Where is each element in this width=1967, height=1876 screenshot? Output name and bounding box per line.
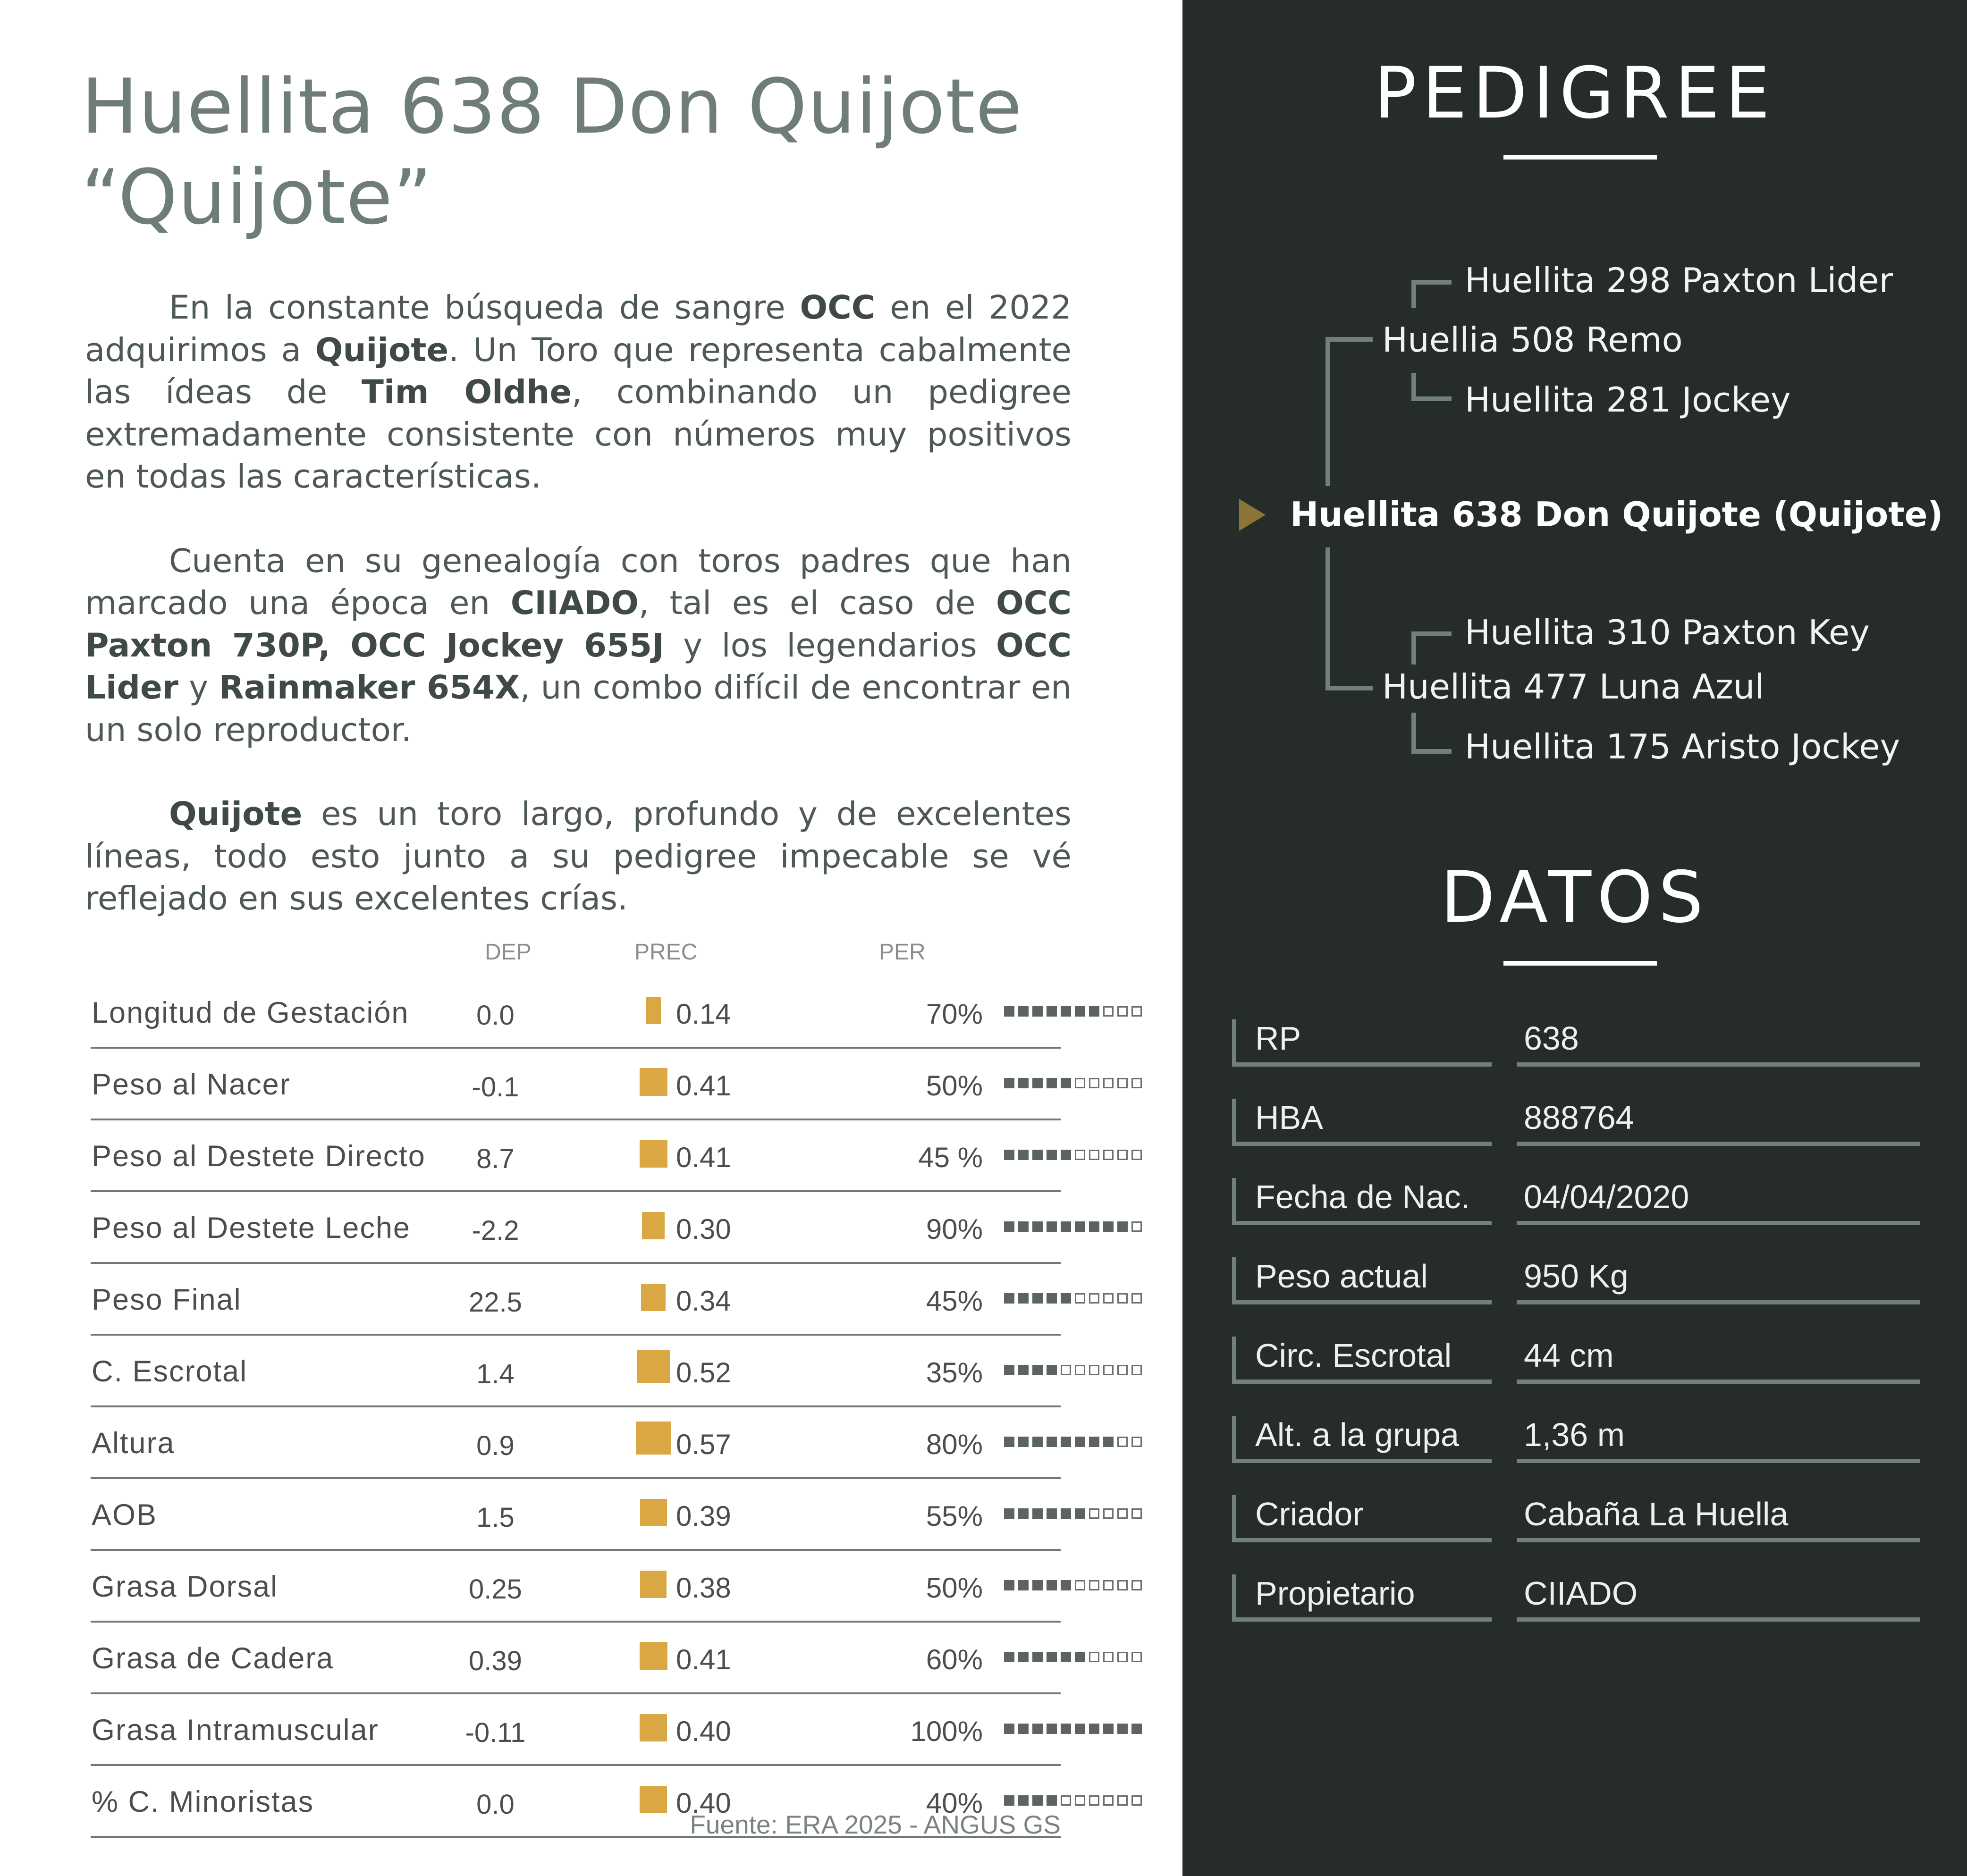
row-label: Longitud de Gestación [92, 996, 409, 1029]
datos-value: 950 Kg [1524, 1258, 1629, 1295]
percentile-square-filled [1075, 1652, 1085, 1662]
row-per: 45% [926, 1285, 983, 1317]
datos-label-box [1232, 1257, 1492, 1304]
row-dep: -2.2 [472, 1215, 519, 1246]
percentile-square-filled [1004, 1652, 1014, 1662]
row-label: % C. Minoristas [92, 1785, 314, 1818]
percentile-square-empty [1075, 1365, 1085, 1375]
row-dep: -0.11 [465, 1717, 526, 1748]
percentile-square-filled [1089, 1437, 1099, 1447]
datos-row [1232, 1178, 1916, 1230]
row-dep: 0.9 [476, 1430, 515, 1461]
datos-value: 04/04/2020 [1524, 1178, 1689, 1215]
datos-value-box [1517, 1495, 1920, 1542]
row-label: C. Escrotal [92, 1355, 248, 1388]
prec-box [640, 1786, 667, 1813]
percentile-square-filled [1018, 1795, 1029, 1806]
prec-box [640, 1140, 667, 1168]
percentile-square-empty [1131, 1293, 1142, 1304]
datos-value: 638 [1524, 1020, 1579, 1057]
pedigree-dam: Huellita 477 Luna Azul [1382, 667, 1764, 707]
percentile-square-filled [1047, 1006, 1057, 1017]
percentile-square-empty [1103, 1795, 1114, 1806]
percentile-square-filled [1004, 1724, 1014, 1734]
percentile-square-empty [1103, 1078, 1114, 1088]
percentile-square-filled [1004, 1580, 1014, 1590]
percentile-bar [1004, 1293, 1150, 1304]
percentile-square-empty [1103, 1293, 1114, 1304]
prec-box [640, 1068, 667, 1096]
pedigree-title: PEDIGREE [1374, 52, 1776, 135]
percentile-square-filled [1032, 1293, 1043, 1304]
datos-row [1232, 1257, 1916, 1309]
datos-value-box [1517, 1178, 1920, 1225]
datos-title-rule [1503, 961, 1657, 966]
title-line-1: Huellita 638 Don Quijote [81, 62, 1023, 151]
percentile-bar [1004, 1508, 1150, 1520]
percentile-square-filled [1047, 1365, 1057, 1375]
percentile-square-filled [1018, 1508, 1029, 1519]
percentile-square-filled [1032, 1724, 1043, 1734]
sire-dam-bracket-h [1411, 396, 1452, 401]
percentile-square-filled [1075, 1508, 1085, 1519]
table-row [91, 1049, 1061, 1120]
percentile-square-empty [1061, 1795, 1071, 1806]
row-label: Peso Final [92, 1283, 242, 1316]
dam-dam-bracket-v [1411, 713, 1416, 753]
row-prec: 0.41 [676, 1142, 731, 1173]
percentile-square-empty [1131, 1365, 1142, 1375]
dam-connector-vertical [1325, 547, 1330, 690]
percentile-square-empty [1089, 1078, 1099, 1088]
table-row [91, 1336, 1061, 1407]
percentile-square-filled [1018, 1221, 1029, 1232]
percentile-square-filled [1004, 1795, 1014, 1806]
percentile-square-filled [1089, 1724, 1099, 1734]
row-prec: 0.34 [676, 1285, 731, 1317]
percentile-square-filled [1018, 1150, 1029, 1160]
percentile-square-empty [1075, 1795, 1085, 1806]
percentile-square-filled [1018, 1293, 1029, 1304]
row-label: Grasa Dorsal [92, 1570, 279, 1603]
percentile-square-empty [1131, 1150, 1142, 1160]
percentile-square-filled [1047, 1795, 1057, 1806]
datos-label: Fecha de Nac. [1255, 1178, 1470, 1215]
percentile-square-empty [1075, 1150, 1085, 1160]
pedigree-dam-sire: Huellita 310 Paxton Key [1465, 613, 1870, 652]
datos-label-box [1232, 1574, 1492, 1622]
row-label: Peso al Destete Directo [92, 1140, 426, 1173]
table-row [91, 977, 1061, 1049]
percentile-square-empty [1131, 1795, 1142, 1806]
percentile-square-empty [1103, 1365, 1114, 1375]
percentile-square-filled [1061, 1078, 1071, 1088]
description [85, 287, 1072, 962]
prec-box [640, 1714, 667, 1741]
datos-value-box [1517, 1099, 1920, 1146]
percentile-square-filled [1032, 1006, 1043, 1017]
percentile-square-filled [1032, 1437, 1043, 1447]
row-label: Grasa Intramuscular [92, 1714, 379, 1747]
table-row [91, 1120, 1061, 1192]
datos-label: Alt. a la grupa [1255, 1416, 1459, 1453]
percentile-bar [1004, 1724, 1150, 1735]
percentile-square-filled [1047, 1508, 1057, 1519]
percentile-bar [1004, 1150, 1150, 1161]
percentile-square-empty [1103, 1508, 1114, 1519]
percentile-square-empty [1089, 1652, 1099, 1662]
percentile-square-empty [1089, 1508, 1099, 1519]
table-row [91, 1264, 1061, 1336]
datos-value: CIIADO [1524, 1575, 1638, 1612]
percentile-square-empty [1117, 1437, 1128, 1447]
row-dep: 1.5 [476, 1502, 515, 1533]
percentile-square-filled [1047, 1724, 1057, 1734]
percentile-square-filled [1032, 1221, 1043, 1232]
row-dep: 0.0 [476, 1000, 515, 1031]
header-dep: DEP [485, 940, 532, 965]
percentile-square-filled [1103, 1724, 1114, 1734]
percentile-square-filled [1018, 1652, 1029, 1662]
percentile-square-empty [1075, 1078, 1085, 1088]
percentile-square-filled [1047, 1221, 1057, 1232]
datos-value-box [1517, 1574, 1920, 1622]
percentile-square-filled [1061, 1006, 1071, 1017]
percentile-square-filled [1047, 1437, 1057, 1447]
percentile-square-filled [1117, 1221, 1128, 1232]
datos-label: Peso actual [1255, 1258, 1428, 1295]
percentile-square-empty [1103, 1006, 1114, 1017]
dep-table [91, 934, 1061, 1838]
table-row [91, 1694, 1061, 1766]
datos-label: Propietario [1255, 1575, 1415, 1612]
percentile-bar [1004, 1365, 1150, 1376]
percentile-square-filled [1061, 1580, 1071, 1590]
selected-marker-icon [1239, 499, 1266, 531]
row-prec: 0.40 [676, 1716, 731, 1747]
percentile-square-filled [1047, 1580, 1057, 1590]
percentile-square-empty [1075, 1580, 1085, 1590]
datos-value: Cabaña La Huella [1524, 1496, 1789, 1532]
pedigree-sire: Huellia 508 Remo [1382, 320, 1683, 360]
percentile-square-filled [1075, 1006, 1085, 1017]
prec-box [641, 1284, 666, 1311]
dam-sire-bracket-h [1411, 631, 1452, 636]
percentile-square-filled [1018, 1580, 1029, 1590]
row-label: Peso al Destete Leche [92, 1211, 411, 1245]
table-row [91, 1479, 1061, 1551]
percentile-square-filled [1004, 1437, 1014, 1447]
percentile-square-filled [1061, 1437, 1071, 1447]
percentile-bar [1004, 1078, 1150, 1089]
percentile-square-filled [1061, 1221, 1071, 1232]
row-per: 90% [926, 1213, 983, 1245]
datos-row [1232, 1337, 1916, 1388]
pedigree-title-rule [1503, 155, 1657, 160]
table-row [91, 1192, 1061, 1264]
row-dep: 22.5 [469, 1287, 522, 1318]
prec-box [640, 1571, 667, 1598]
percentile-square-filled [1061, 1508, 1071, 1519]
percentile-square-empty [1117, 1365, 1128, 1375]
row-label: AOB [92, 1498, 158, 1531]
dam-connector-horizontal [1325, 686, 1373, 690]
dam-dam-bracket-h [1411, 749, 1452, 754]
percentile-square-filled [1004, 1508, 1014, 1519]
percentile-square-empty [1117, 1293, 1128, 1304]
paragraph-3: Quijote es un toro largo, profundo y de excelentes líneas, todo esto junto a su pedigree impecable se vé reflejado en sus excelentes crías. [85, 795, 1072, 917]
percentile-square-empty [1131, 1437, 1142, 1447]
percentile-square-filled [1061, 1150, 1071, 1160]
row-prec: 0.57 [676, 1429, 731, 1460]
datos-value: 44 cm [1524, 1337, 1614, 1374]
percentile-square-filled [1103, 1221, 1114, 1232]
sire-sire-bracket-h [1411, 280, 1452, 285]
percentile-square-filled [1117, 1724, 1128, 1734]
row-per: 50% [926, 1070, 983, 1102]
row-per: 40% [926, 1787, 983, 1819]
datos-row [1232, 1416, 1916, 1468]
percentile-square-filled [1032, 1795, 1043, 1806]
percentile-square-empty [1117, 1652, 1128, 1662]
percentile-square-filled [1131, 1724, 1142, 1734]
right-panel [1182, 0, 1967, 1876]
row-prec: 0.14 [676, 998, 731, 1030]
datos-label-box [1232, 1178, 1492, 1225]
datos-value-box [1517, 1019, 1920, 1067]
percentile-square-filled [1061, 1293, 1071, 1304]
paragraph-2: Cuenta en su genealogía con toros padres que han marcado una época en CIIADO, tal es el caso de OCC Paxton 730P, OCC Jockey 655J y los legendarios OCC Lider y Rainmaker 654X, un combo difícil de encontrar en un solo reproductor. [85, 542, 1072, 749]
datos-label-box [1232, 1416, 1492, 1463]
percentile-square-filled [1018, 1365, 1029, 1375]
row-dep: 0.25 [469, 1574, 522, 1605]
pedigree-self: Huellita 638 Don Quijote (Quijote) [1290, 495, 1943, 534]
percentile-square-empty [1089, 1293, 1099, 1304]
row-label: Peso al Nacer [92, 1068, 291, 1101]
percentile-square-filled [1018, 1006, 1029, 1017]
paragraph-1: En la constante búsqueda de sangre OCC en el 2022 adquirimos a Quijote. Un Toro que representa cabalmente las ídeas de Tim Oldhe, combinando un pedigree extremadamente consistente con números muy positivos en todas las características. [85, 289, 1072, 496]
table-row [91, 1623, 1061, 1694]
percentile-square-filled [1061, 1724, 1071, 1734]
row-label: Grasa de Cadera [92, 1642, 334, 1675]
row-prec: 0.52 [676, 1357, 731, 1388]
percentile-square-empty [1103, 1652, 1114, 1662]
pedigree-sire-dam: Huellita 281 Jockey [1465, 380, 1791, 420]
datos-label: HBA [1255, 1099, 1323, 1136]
row-per: 100% [910, 1716, 983, 1747]
row-prec: 0.40 [676, 1787, 731, 1819]
percentile-square-filled [1047, 1150, 1057, 1160]
percentile-square-filled [1089, 1221, 1099, 1232]
datos-value-box [1517, 1257, 1920, 1304]
percentile-square-empty [1131, 1078, 1142, 1088]
datos-value-box [1517, 1337, 1920, 1384]
row-prec: 0.39 [676, 1500, 731, 1532]
percentile-square-empty [1131, 1508, 1142, 1519]
percentile-square-empty [1103, 1580, 1114, 1590]
percentile-square-filled [1018, 1724, 1029, 1734]
datos-title: DATOS [1440, 857, 1709, 939]
percentile-square-empty [1117, 1150, 1128, 1160]
percentile-square-empty [1089, 1365, 1099, 1375]
row-per: 50% [926, 1572, 983, 1604]
percentile-square-filled [1047, 1293, 1057, 1304]
row-dep: 0.39 [469, 1646, 522, 1676]
datos-label-box [1232, 1495, 1492, 1542]
percentile-square-empty [1131, 1006, 1142, 1017]
table-body [91, 977, 1061, 1838]
percentile-square-filled [1047, 1652, 1057, 1662]
row-dep: 1.4 [476, 1359, 515, 1389]
row-dep: -0.1 [472, 1072, 519, 1102]
percentile-square-filled [1004, 1293, 1014, 1304]
prec-box [636, 1422, 671, 1455]
table-row [91, 1551, 1061, 1623]
percentile-square-filled [1018, 1437, 1029, 1447]
percentile-square-filled [1032, 1508, 1043, 1519]
prec-box [640, 1499, 667, 1526]
percentile-square-empty [1131, 1652, 1142, 1662]
percentile-square-empty [1117, 1078, 1128, 1088]
dam-sire-bracket-v [1411, 631, 1416, 665]
percentile-square-filled [1047, 1078, 1057, 1088]
row-dep: 0.0 [476, 1789, 515, 1820]
percentile-square-filled [1103, 1437, 1114, 1447]
pedigree-sire-sire: Huellita 298 Paxton Lider [1465, 261, 1893, 300]
percentile-square-filled [1089, 1006, 1099, 1017]
page-title [81, 61, 1120, 243]
row-prec: 0.41 [676, 1644, 731, 1675]
datos-label-box [1232, 1099, 1492, 1146]
prec-box [637, 1350, 670, 1383]
table-header [91, 934, 1061, 977]
header-per: PER [879, 940, 926, 965]
row-per: 60% [926, 1644, 983, 1675]
row-per: 55% [926, 1500, 983, 1532]
datos-row [1232, 1019, 1916, 1071]
percentile-square-empty [1075, 1293, 1085, 1304]
row-label: Altura [92, 1427, 175, 1460]
percentile-square-filled [1004, 1221, 1014, 1232]
percentile-square-filled [1004, 1006, 1014, 1017]
percentile-square-empty [1131, 1221, 1142, 1232]
percentile-bar [1004, 1580, 1150, 1591]
percentile-square-empty [1089, 1580, 1099, 1590]
percentile-square-filled [1004, 1365, 1014, 1375]
title-line-2: “Quijote” [81, 153, 433, 241]
percentile-square-filled [1075, 1437, 1085, 1447]
percentile-bar [1004, 1795, 1150, 1807]
percentile-bar [1004, 1437, 1150, 1448]
datos-row [1232, 1099, 1916, 1151]
percentile-bar [1004, 1221, 1150, 1233]
row-prec: 0.41 [676, 1070, 731, 1102]
percentile-square-filled [1032, 1652, 1043, 1662]
percentile-square-filled [1032, 1580, 1043, 1590]
percentile-square-filled [1004, 1150, 1014, 1160]
datos-row [1232, 1574, 1916, 1626]
percentile-square-filled [1018, 1078, 1029, 1088]
row-prec: 0.30 [676, 1213, 731, 1245]
prec-box [646, 997, 661, 1024]
datos-label-box [1232, 1019, 1492, 1067]
percentile-square-empty [1061, 1365, 1071, 1375]
percentile-square-filled [1075, 1724, 1085, 1734]
sire-connector-horizontal [1325, 337, 1373, 342]
prec-box [640, 1642, 667, 1670]
row-dep: 8.7 [476, 1144, 515, 1174]
percentile-square-filled [1075, 1221, 1085, 1232]
row-per: 45 % [918, 1142, 983, 1173]
pedigree-dam-dam: Huellita 175 Aristo Jockey [1465, 727, 1900, 766]
row-prec: 0.38 [676, 1572, 731, 1604]
percentile-square-empty [1117, 1006, 1128, 1017]
percentile-bar [1004, 1652, 1150, 1663]
datos-value: 1,36 m [1524, 1416, 1625, 1453]
datos-value-box [1517, 1416, 1920, 1463]
percentile-square-empty [1117, 1508, 1128, 1519]
datos-label: Circ. Escrotal [1255, 1337, 1452, 1374]
percentile-square-filled [1061, 1652, 1071, 1662]
percentile-square-filled [1032, 1078, 1043, 1088]
prec-box [642, 1212, 665, 1239]
datos-row [1232, 1495, 1916, 1547]
datos-value: 888764 [1524, 1099, 1634, 1136]
percentile-square-empty [1117, 1580, 1128, 1590]
percentile-square-empty [1103, 1150, 1114, 1160]
sire-connector-vertical [1325, 340, 1330, 486]
percentile-square-filled [1032, 1365, 1043, 1375]
datos-label-box [1232, 1337, 1492, 1384]
row-per: 80% [926, 1429, 983, 1460]
percentile-square-filled [1004, 1078, 1014, 1088]
percentile-square-empty [1089, 1795, 1099, 1806]
row-per: 35% [926, 1357, 983, 1388]
percentile-square-empty [1117, 1795, 1128, 1806]
percentile-square-empty [1089, 1150, 1099, 1160]
table-row [91, 1407, 1061, 1479]
row-per: 70% [926, 998, 983, 1030]
source-note: Fuente: ERA 2025 - ANGUS GS [690, 1810, 1061, 1839]
percentile-square-filled [1032, 1150, 1043, 1160]
header-prec: PREC [634, 940, 698, 965]
datos-label: Criador [1255, 1496, 1364, 1532]
datos-label: RP [1255, 1020, 1301, 1057]
percentile-bar [1004, 1006, 1150, 1018]
percentile-square-empty [1131, 1580, 1142, 1590]
